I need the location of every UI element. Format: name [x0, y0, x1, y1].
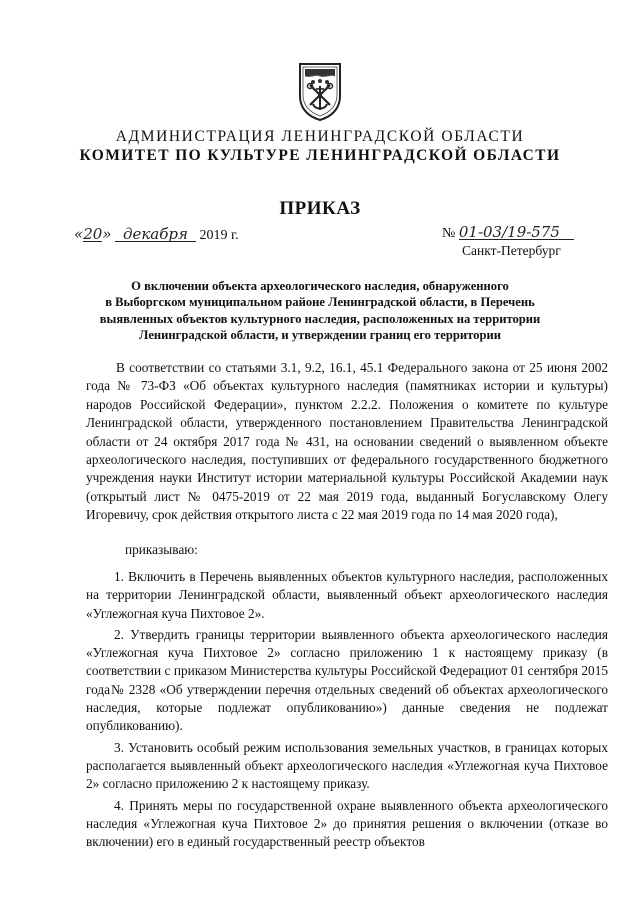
item-text: Установить особый режим использования земельных участков, в границах которых располагается выявленный объект археологического наследия «Углежогная куча Пихтовое 2» согласно приложению 2 к настоящему приказу.	[86, 739, 609, 792]
item-text: Утвердить границы территории выявленного объекта археологического наследия «Углежогная куча Пихтовое 2» согласно приложению 1 к настоящему приказу (в соответствии с приказом Министерства культуры Российской Федерациот 01 сентября 2015 года№ 2328 «Об утверждении перечня отдельных сведений об объектах археологического наследия, которые подлежат опубликованию») данные сведения не подлежат опубликованию).	[86, 626, 608, 734]
order-item	[86, 626, 608, 736]
item-number: 2.	[114, 626, 124, 642]
org-name-committee: КОМИТЕТ ПО КУЛЬТУРЕ ЛЕНИНГРАДСКОЙ ОБЛАСТИ	[79, 147, 561, 164]
order-number-value: 01-03/19-575	[459, 225, 574, 240]
date-year: 2019 г.	[199, 228, 239, 243]
order-word: приказываю:	[125, 542, 198, 557]
coat-of-arms-icon	[297, 60, 343, 122]
item-number: 1.	[114, 569, 124, 584]
item-text: Принять меры по государственной охране выявленного объекта археологического наследия «Углежогная куча Пихтовое 2» до принятия решения о включении (отказе во включении) его в единый государственный реестр объектов	[86, 797, 609, 850]
heading-line: в Выборгском муниципальном районе Ленинградской области, в Перечень	[105, 295, 535, 310]
heading-line: О включении объекта археологического наследия, обнаруженного	[131, 279, 509, 293]
item-text: Включить в Перечень выявленных объектов культурного наследия, расположенных на территории Ленинградской области, выявленный объект археологического наследия «Углежогная куча Пихтовое 2».	[86, 569, 608, 621]
order-number-prefix: №	[442, 226, 456, 241]
date-month: декабря	[115, 227, 196, 242]
order-date	[74, 225, 239, 244]
org-name-administration: АДМИНИСТРАЦИЯ ЛЕНИНГРАДСКОЙ ОБЛАСТИ	[115, 128, 525, 145]
order-item	[86, 739, 608, 794]
item-number: 3.	[114, 739, 124, 755]
date-close-quote: »	[102, 225, 112, 243]
item-number: 4.	[114, 797, 124, 813]
heading-line: Ленинградской области, и утверждении границ его территории	[139, 327, 501, 342]
document-title: ПРИКАЗ	[279, 198, 361, 219]
order-item	[86, 568, 608, 623]
preamble-text: В соответствии со статьями 3.1, 9.2, 16.1, 45.1 Федерального закона от 25 июня 2002 года № 73-ФЗ «Об объектах культурного наследия (памятниках истории и культуры) народов Российской Федерации», пунктом 2.2.2. Положения о комитете по культуре Ленинградской области, утвержденного постановлением Правительства Ленинградской области от 24 октября 2017 года № 431, на основании сведений о выявленном объекте археологического наследия, поступивших от федерального государственного бюджетного учреждения науки Институт истории материальной культуры Российской Академии наук (открытый лист № 0475-2019 от 22 мая 2019 года, выданный Богуславскому Олегу Игоревичу, срок действия открытого листа с 22 мая 2019 года по 14 мая 2020 года),	[86, 360, 608, 523]
order-item	[86, 797, 608, 852]
date-open-quote: «	[74, 225, 84, 243]
document-heading	[60, 278, 580, 343]
preamble-paragraph	[86, 359, 608, 525]
heading-line: выявленных объектов культурного наследия, расположенных на территории	[99, 311, 541, 326]
order-number	[442, 225, 574, 242]
date-day: 20	[83, 225, 103, 243]
order-items	[86, 568, 608, 854]
city: Санкт-Петербург	[462, 243, 561, 258]
